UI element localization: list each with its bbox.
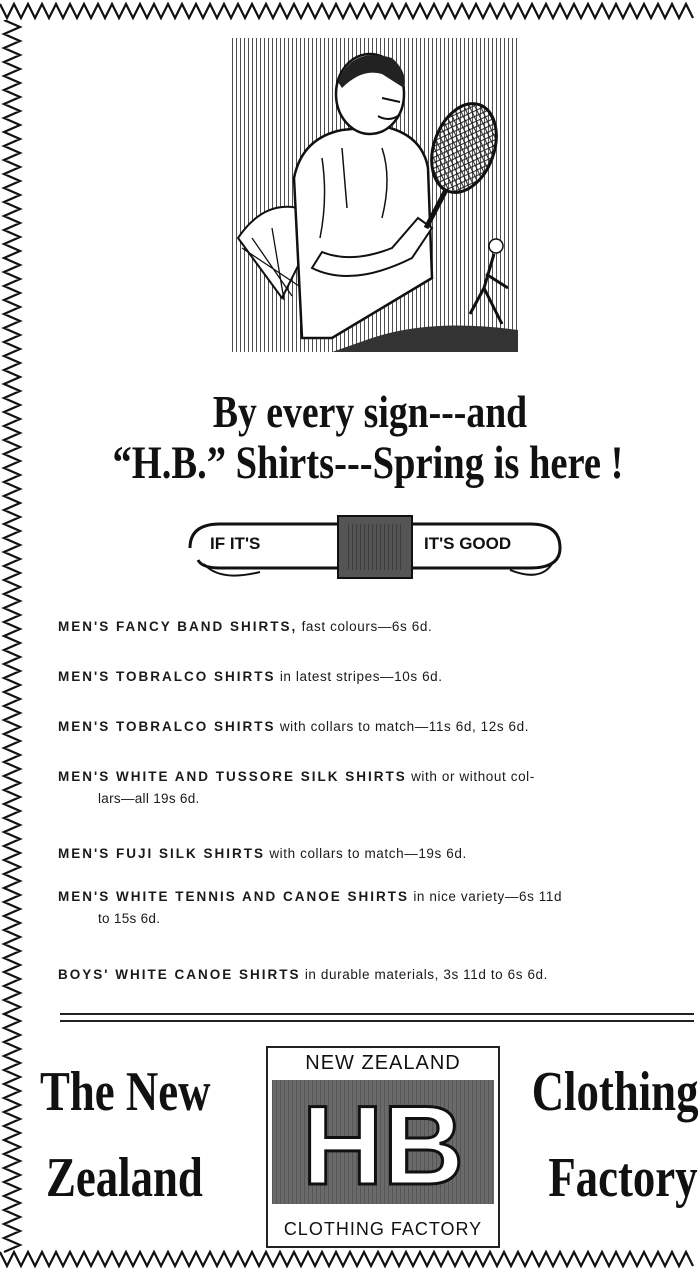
headline-line-1: By every sign---and — [212, 386, 528, 437]
item-name: MEN'S TOBRALCO SHIRTS — [58, 669, 276, 684]
list-item — [58, 964, 696, 986]
item-name: MEN'S TOBRALCO SHIRTS — [58, 719, 276, 734]
slogan-left-text: IF IT'S — [210, 534, 261, 553]
item-detail: in nice variety—6s 11d — [408, 889, 563, 904]
list-item — [58, 666, 696, 688]
item-detail: in durable materials, 3s 11d to 6s 6d. — [300, 967, 549, 982]
hb-logo — [266, 1046, 500, 1248]
slogan-right-text: IT'S GOOD — [424, 534, 512, 553]
item-name: MEN'S WHITE TENNIS AND CANOE SHIRTS — [58, 889, 409, 904]
item-continuation: to 15s 6d. — [98, 911, 161, 926]
item-name: MEN'S WHITE AND TUSSORE SILK SHIRTS — [58, 769, 407, 784]
footer-right-line-1: Clothing — [531, 1061, 698, 1123]
headline-line-2: “H.B.” Shirts---Spring is here ! — [112, 437, 624, 489]
decorative-border-top — [0, 0, 698, 28]
item-detail: with or without col- — [406, 769, 535, 784]
item-name: MEN'S FUJI SILK SHIRTS — [58, 846, 265, 861]
logo-letters: HB — [302, 1083, 464, 1204]
item-continuation: lars—all 19s 6d. — [98, 791, 200, 806]
footer-left-line-1: The New — [40, 1061, 211, 1123]
list-item — [58, 616, 696, 638]
list-item — [58, 886, 696, 930]
item-name: MEN'S FANCY BAND SHIRTS, — [58, 619, 298, 634]
footer-left-line-2: Zealand — [46, 1147, 203, 1209]
list-item — [58, 766, 696, 810]
item-detail: in latest stripes—10s 6d. — [275, 669, 443, 684]
tennis-player-illustration — [232, 38, 518, 352]
item-detail: with collars to match—19s 6d. — [264, 846, 467, 861]
item-detail: with collars to match—11s 6d, 12s 6d. — [275, 719, 530, 734]
divider-rule-top — [60, 1013, 694, 1015]
decorative-border-left — [0, 20, 30, 1256]
decorative-border-bottom — [0, 1248, 698, 1276]
item-detail: fast colours—6s 6d. — [297, 619, 433, 634]
divider-rule-bottom — [60, 1020, 694, 1022]
footer-right-line-2: Factory — [548, 1147, 698, 1209]
logo-bottom-text: CLOTHING FACTORY — [283, 1219, 483, 1239]
list-item — [58, 843, 696, 865]
logo-top-text: NEW ZEALAND — [305, 1052, 461, 1074]
item-name: BOYS' WHITE CANOE SHIRTS — [58, 967, 301, 982]
list-item — [58, 716, 696, 738]
hb-letters-logo — [272, 1080, 494, 1204]
